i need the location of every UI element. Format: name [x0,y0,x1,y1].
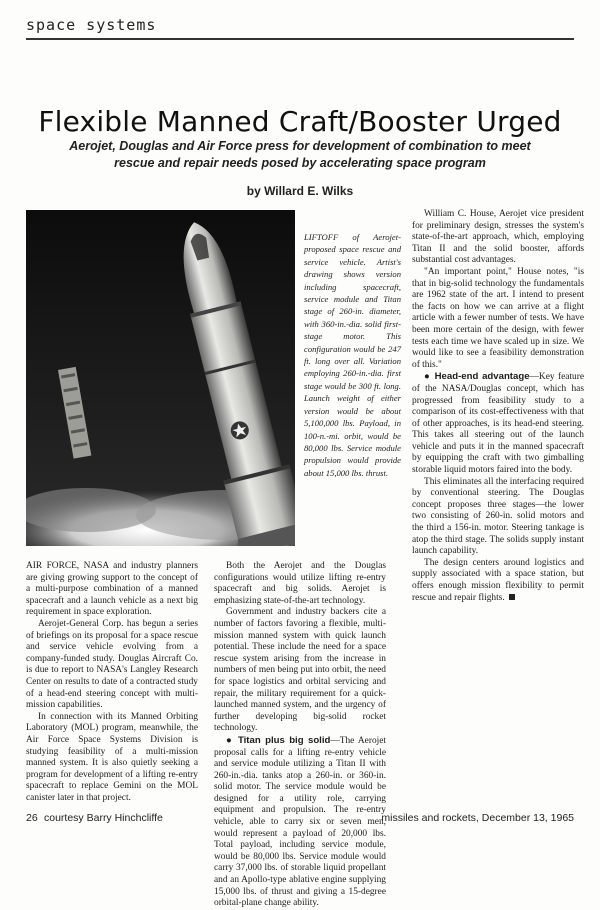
paragraph: In connection with its Manned Orbiting Laboratory (MOL) program, meanwhile, the Air Force Space Systems Division is studying feasibility of a multi-mission manned system. It is also quietly seeking a program for development of a lifting re-entry spacecraft to replace Gemini on the MOL canister later in that project. [26,711,198,803]
paragraph: Aerojet-General Corp. has begun a series of briefings on its proposal for a space rescue and service vehicle evolving from a company-funded study. Douglas Aircraft Co. is due to report to NASA's Langley Research Center on results to date of a contracted study of a head-end steering concept with multi-mission capabilities. [26,618,198,711]
paragraph: William C. House, Aerojet vice president for preliminary design, stresses the system's state-of-the-art approach, which, employing Titan II and the solid booster, affords substantial cost advantages. [412,209,584,266]
subhead-paragraph [412,371,584,476]
article-column-1 [26,561,198,804]
section-divider [26,38,574,40]
paragraph-body: —Key feature of the NASA/Douglas concept, which has progressed from feasibility study to a comparison of its cost-effectiveness with that of other approaches, is its head-end steering. This takes all steering out of the launch vehicle and puts it in the manned spacecraft by equipping the craft with two gimballing storable liquid motors faired into the body. [412,372,584,476]
paragraph [412,558,584,604]
byline: by Willard E. Wilks [246,184,354,198]
paragraph-body: —The Aerojet proposal calls for a lifting re-entry vehicle and service module utilizing a Titan II with 260-in.-dia. tanks atop a 260-in. or 360-in. solid motor. The service module would be designed for a utility role, carrying equipment and propulsion. The re-entry vehicle, able to carry six or seven men, would represent a payload of 20,000 lbs. Total payload, including service module, would be 80,000 lbs. Service module would carry 37,000 lbs. of storable liquid propellant and an Apollo-type ablative engine supplying 15,000 lbs. of thrust and giving a 15-degree orbital-plane change ability. [214,735,386,909]
article-column-2 [214,561,386,910]
publication-line: missiles and rockets, December 13, 1965 [381,812,574,824]
subhead: ● Head-end advantage [424,371,530,383]
subhead-paragraph [214,735,386,910]
section-label: space systems [26,16,157,34]
paragraph: Both the Aerojet and the Douglas configurations would utilize lifting re-entry spacecraft and big solids. Aerojet is emphasizing state-of-the-art technology. [214,561,386,606]
paragraph: Government and industry backers cite a number of factors favoring a flexible, multi-mission manned system with quick launch potential. These include the need for a space rescue system arising from the increase in numbers of men being put into orbit, the need for space logistics and orbital servicing and repair, the military requirement for a quick-launched manned system, and the urgency of further developing big-solid rocket technology. [214,607,386,734]
paragraph-body: The design centers around logistics and supply associated with a space station, but offers enough mission flexibility to permit rescue and repair flights. [412,557,584,603]
page-number: 26 [26,812,38,824]
headline: Flexible Manned Craft/Booster Urged [38,104,562,138]
article-deck: Aerojet, Douglas and Air Force press for development of combination to meet rescue and repair needs posed by accelerating space program [69,139,531,170]
paragraph: "An important point," House notes, "is that in big-solid technology the fundamentals are 1962 state of the art. I intend to present the facts on how we can arrive at a flight article with a fewer number of tests. We have been more certain of the design, with fewer tests each time we have scaled up in size. We would like to see a feasibility demonstration of this." [412,266,584,370]
photo-caption: LIFTOFF of Aerojet-proposed space rescue and service vehicle. Artist's drawing shows version including spacecraft, service module and Titan stage of 260-in. diameter, with 360-in.-dia. solid first-stage motor. This configuration would be 247 ft. long over all. Variation employing 260-in.-dia. first stage would be 300 ft. long. Launch weight of either version would be about 5,100,000 lbs. Payload, in 100-n.-mi. orbit, would be 80,000 lbs. Service module propulsion would provide about 15,000 lbs. thrust. [304,232,401,478]
image-credit: courtesy Barry Hinchcliffe [44,812,163,824]
paragraph: AIR FORCE, NASA and industry planners are giving growing support to the concept of a multi-purpose combination of a manned spacecraft and a launch vehicle as a next big requirement in space exploration. [26,561,198,618]
article-photo [26,210,295,546]
rocket-illustration [26,210,295,546]
paragraph: This eliminates all the interfacing required by conventional steering. The Douglas concept proposes three stages—the lower two consisting of 260-in. solid motors and the third a 156-in. motor. Steering tankage is atop the third stage. The solids supply instant launch capability. [412,476,584,557]
end-mark-icon [509,594,515,600]
subhead-text: Head-end advantage [434,371,530,383]
subhead-text: Titan plus big solid [237,734,331,746]
article-column-3 [412,209,584,604]
subhead: ● Titan plus big solid [226,734,331,746]
